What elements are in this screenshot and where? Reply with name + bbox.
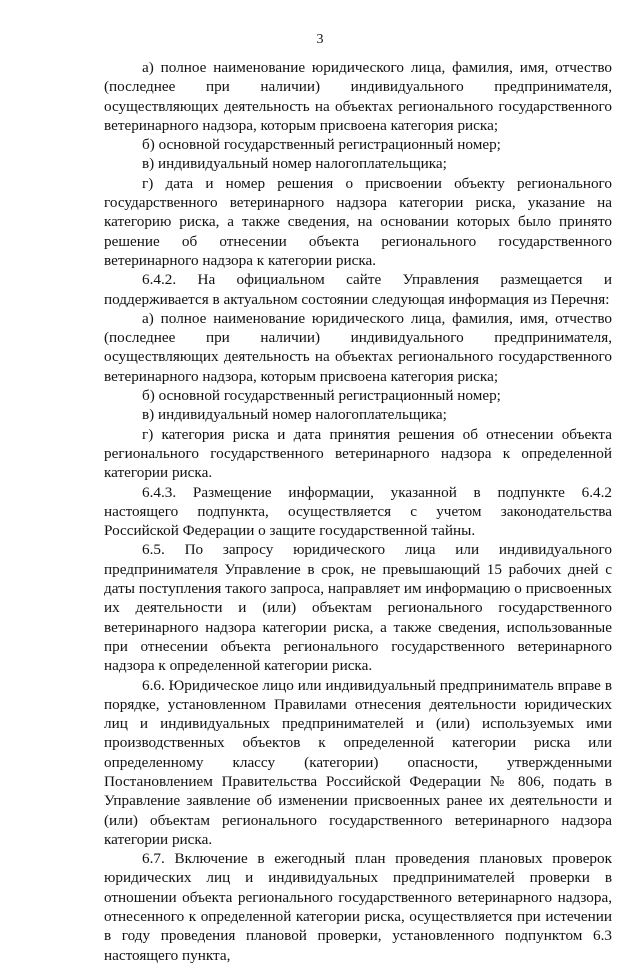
paragraph-item-b-2: б) основной государственный регистрационный номер; — [142, 387, 501, 405]
paragraph-item-g-2: г) категория риска и дата принятия решения об отнесении объекта регионального государственного ветеринарного надзора к определенной категории риска. — [104, 425, 612, 482]
paragraph-item-b-1: б) основной государственный регистрационный номер; — [142, 136, 501, 154]
paragraph-6-5: 6.5. По запросу юридического лица или индивидуального предпринимателя Управление в срок, не превышающий 15 рабочих дней с даты поступления такого запроса, направляет им информацию о присвоенных их деятельности и (или) объектам регионального государственного ветеринарного надзора категории риска, а также сведения, использованные при отнесении объекта регионального государственного ветеринарного надзора к определенной категории риска. — [104, 541, 612, 675]
paragraph-item-a-1: а) полное наименование юридического лица, фамилия, имя, отчество (последнее при наличии) индивидуального предпринимателя, осуществляющих деятельность на объектах регионального государственного ветеринарного надзора, которым присвоена категория риска; — [104, 59, 612, 134]
page-number: 3 — [316, 32, 324, 47]
paragraph-6-6: 6.6. Юридическое лицо или индивидуальный предприниматель вправе в порядке, установленном Правилами отнесения деятельности юридических лиц и индивидуальных предпринимателей и (или) используемых ими производственных объектов к определенной категории риска или определенному классу (категории) опасности, утвержденными Постановлением Правительства Российской Федерации № 806, подать в Управление заявление об изменении присвоенных ранее их деятельности и (или) объектам регионального государственного ветеринарного надзора категории риска. — [104, 676, 612, 848]
paragraph-6-4-3: 6.4.3. Размещение информации, указанной в подпункте 6.4.2 настоящего подпункта, осуществляется с учетом законодательства Российской Федерации о защите государственной тайны. — [104, 483, 612, 540]
paragraph-item-v-2: в) индивидуальный номер налогоплательщика; — [142, 406, 447, 424]
paragraph-6-4-2: 6.4.2. На официальном сайте Управления размещается и поддерживается в актуальном состоянии следующая информация из Перечня: — [104, 271, 612, 308]
paragraph-item-v-1: в) индивидуальный номер налогоплательщика; — [142, 155, 447, 173]
paragraph-6-7: 6.7. Включение в ежегодный план проведения плановых проверок юридических лиц и индивидуальных предпринимателей проверки в отношении объекта регионального государственного ветеринарного надзора, отнесенного к определенной категории риска, осуществляется при истечении в году проведения плановой проверки, установленного подпунктом 6.3 настоящего пункта, — [104, 850, 612, 964]
paragraph-item-a-2: а) полное наименование юридического лица, фамилия, имя, отчество (последнее при наличии) индивидуального предпринимателя, осуществляющих деятельность на объектах регионального государственного ветеринарного надзора, которым присвоена категория риска; — [104, 309, 612, 385]
paragraph-item-g-1: г) дата и номер решения о присвоении объекту регионального государственного ветеринарного надзора категории риска, указание на категорию риска, а также сведения, на основании которых было принято решение об отнесении объекта регионального государственного ветеринарного надзора к категории риска. — [104, 174, 612, 269]
document-body — [104, 58, 612, 965]
